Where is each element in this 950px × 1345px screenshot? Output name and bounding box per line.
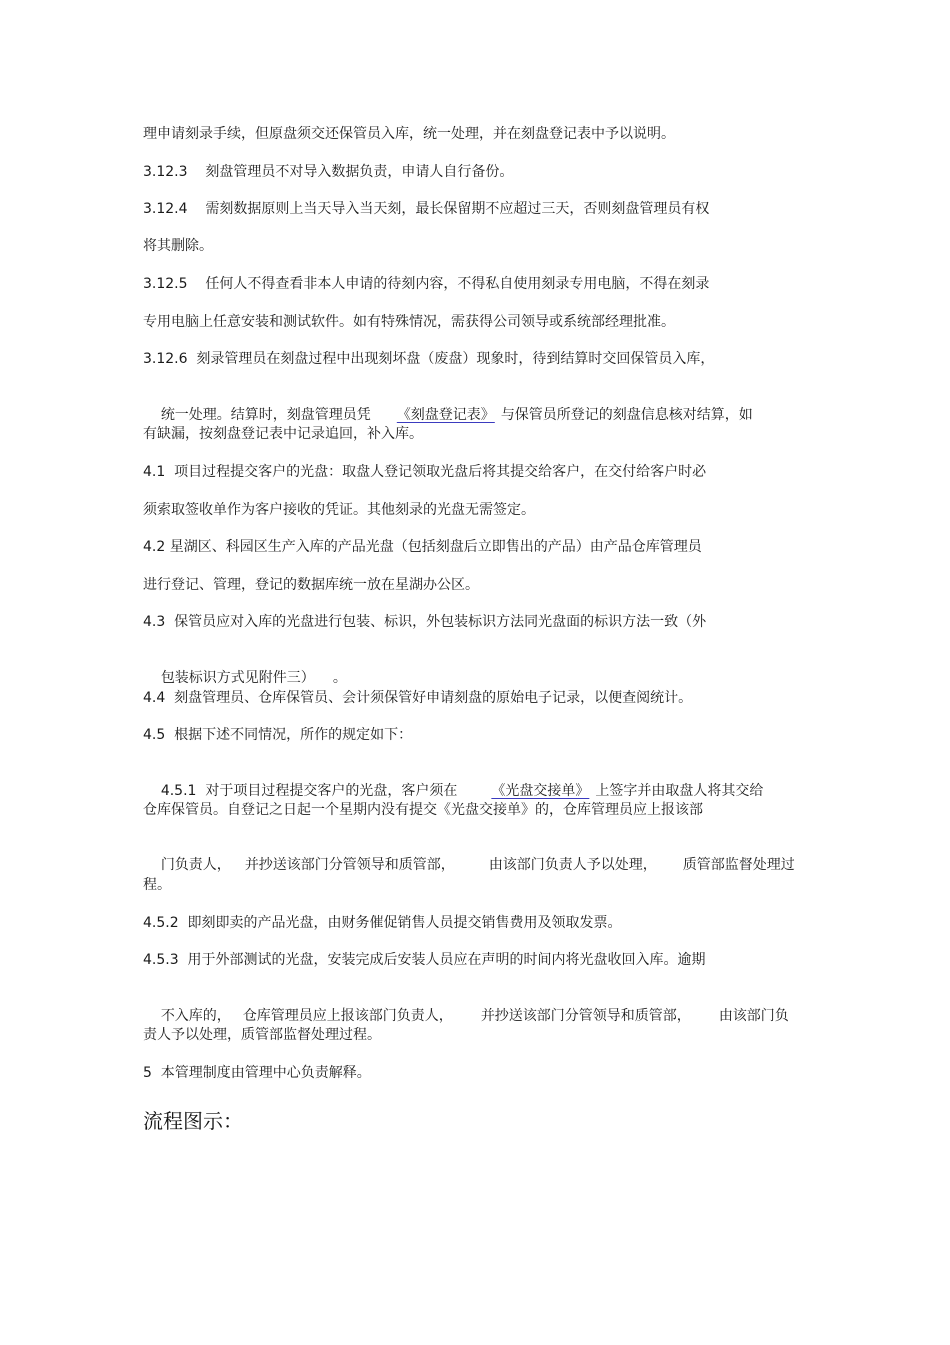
text-segment: 不入库的，	[160, 1008, 231, 1024]
clause-3-12-4: 3.12.4 需刻数据原则上当天导入当天刻，最长保留期不应超过三天，否则刻盘管理员有权	[143, 201, 710, 217]
text-line: 将其删除。	[143, 238, 213, 254]
text-line: 理申请刻录手续，但原盘须交还保管员入库，统一处理，并在刻盘登记表中予以说明。	[143, 126, 675, 142]
text-line	[143, 838, 795, 892]
text-line: 须索取签收单作为客户接收的凭证。其他刻录的光盘无需签定。	[143, 502, 535, 518]
clause-3-12-6: 3.12.6 刻录管理员在刻盘过程中出现刻坏盘（废盘）现象时，待到结算时交回保管员入库，	[143, 351, 715, 367]
clause-4-1: 4.1 项目过程提交客户的光盘：取盘人登记领取光盘后将其提交给客户，在交付给客户时必	[143, 464, 707, 480]
text-line: 仓库保管员。自登记之日起一个星期内没有提交《光盘交接单》的，仓库管理员应上报该部	[143, 802, 703, 818]
flowchart-heading: 流程图示：	[143, 1109, 243, 1133]
disc-burn-register-link[interactable]: 《刻盘登记表》	[396, 407, 495, 423]
text-segment: 由该部门负责人予以处理，	[488, 857, 657, 873]
text-segment: 包装标识方式见附件三）	[160, 670, 315, 686]
clause-4-5-2: 4.5.2 即刻即卖的产品光盘，由财务催促销售人员提交销售费用及领取发票。	[143, 915, 622, 931]
clause-4-5: 4.5 根据下述不同情况，所作的规定如下：	[143, 727, 413, 743]
text-segment: 并抄送该部门分管领导和质管部，	[244, 857, 455, 873]
clause-4-4: 4.4 刻盘管理员、仓库保管员、会计须保管好申请刻盘的原始电子记录，以便查阅统计。	[143, 690, 693, 706]
text-segment: 。	[332, 670, 347, 686]
clause-4-3: 4.3 保管员应对入库的光盘进行包装、标识，外包装标识方法同光盘面的标识方法一致（外	[143, 614, 707, 630]
text-segment: 统一处理。结算时，刻盘管理员凭	[160, 407, 371, 423]
clause-5: 5 本管理制度由管理中心负责解释。	[143, 1065, 371, 1081]
text-line: 责人予以处理，质管部监督处理过程。	[143, 1027, 381, 1043]
text-segment: 质管部监督处理过	[682, 857, 795, 873]
text-segment: 与保管员所登记的刻盘信息核对结算，如	[500, 407, 753, 423]
text-segment: 由该部门负	[718, 1008, 789, 1024]
clause-4-5-3: 4.5.3 用于外部测试的光盘，安装完成后安装人员应在声明的时间内将光盘收回入库。逾期	[143, 952, 706, 968]
text-segment: 4.5.1 对于项目过程提交客户的光盘，客户须在	[160, 783, 458, 799]
text-segment: 并抄送该部门分管领导和质管部，	[480, 1008, 691, 1024]
text-line: 专用电脑上任意安装和测试软件。如有特殊情况，需获得公司领导或系统部经理批准。	[143, 314, 675, 330]
text-segment: 门负责人，	[160, 857, 231, 873]
clause-4-2: 4.2 星湖区、科园区生产入库的产品光盘（包括刻盘后立即售出的产品）由产品仓库管理员	[143, 539, 702, 555]
clause-3-12-5: 3.12.5 任何人不得查看非本人申请的待刻内容，不得私自使用刻录专用电脑，不得在刻录	[143, 276, 710, 292]
text-line: 程。	[143, 877, 171, 893]
text-line: 进行登记、管理，登记的数据库统一放在星湖办公区。	[143, 577, 479, 593]
text-line: 有缺漏，按刻盘登记表中记录追回，补入库。	[143, 426, 423, 442]
disc-handover-form-link[interactable]: 《光盘交接单》	[491, 783, 590, 799]
clause-3-12-3: 3.12.3 刻盘管理员不对导入数据负责，申请人自行备份。	[143, 164, 514, 180]
text-segment: 上签字并由取盘人将其交给	[595, 783, 764, 799]
text-segment: 仓库管理员应上报该部门负责人，	[242, 1008, 453, 1024]
